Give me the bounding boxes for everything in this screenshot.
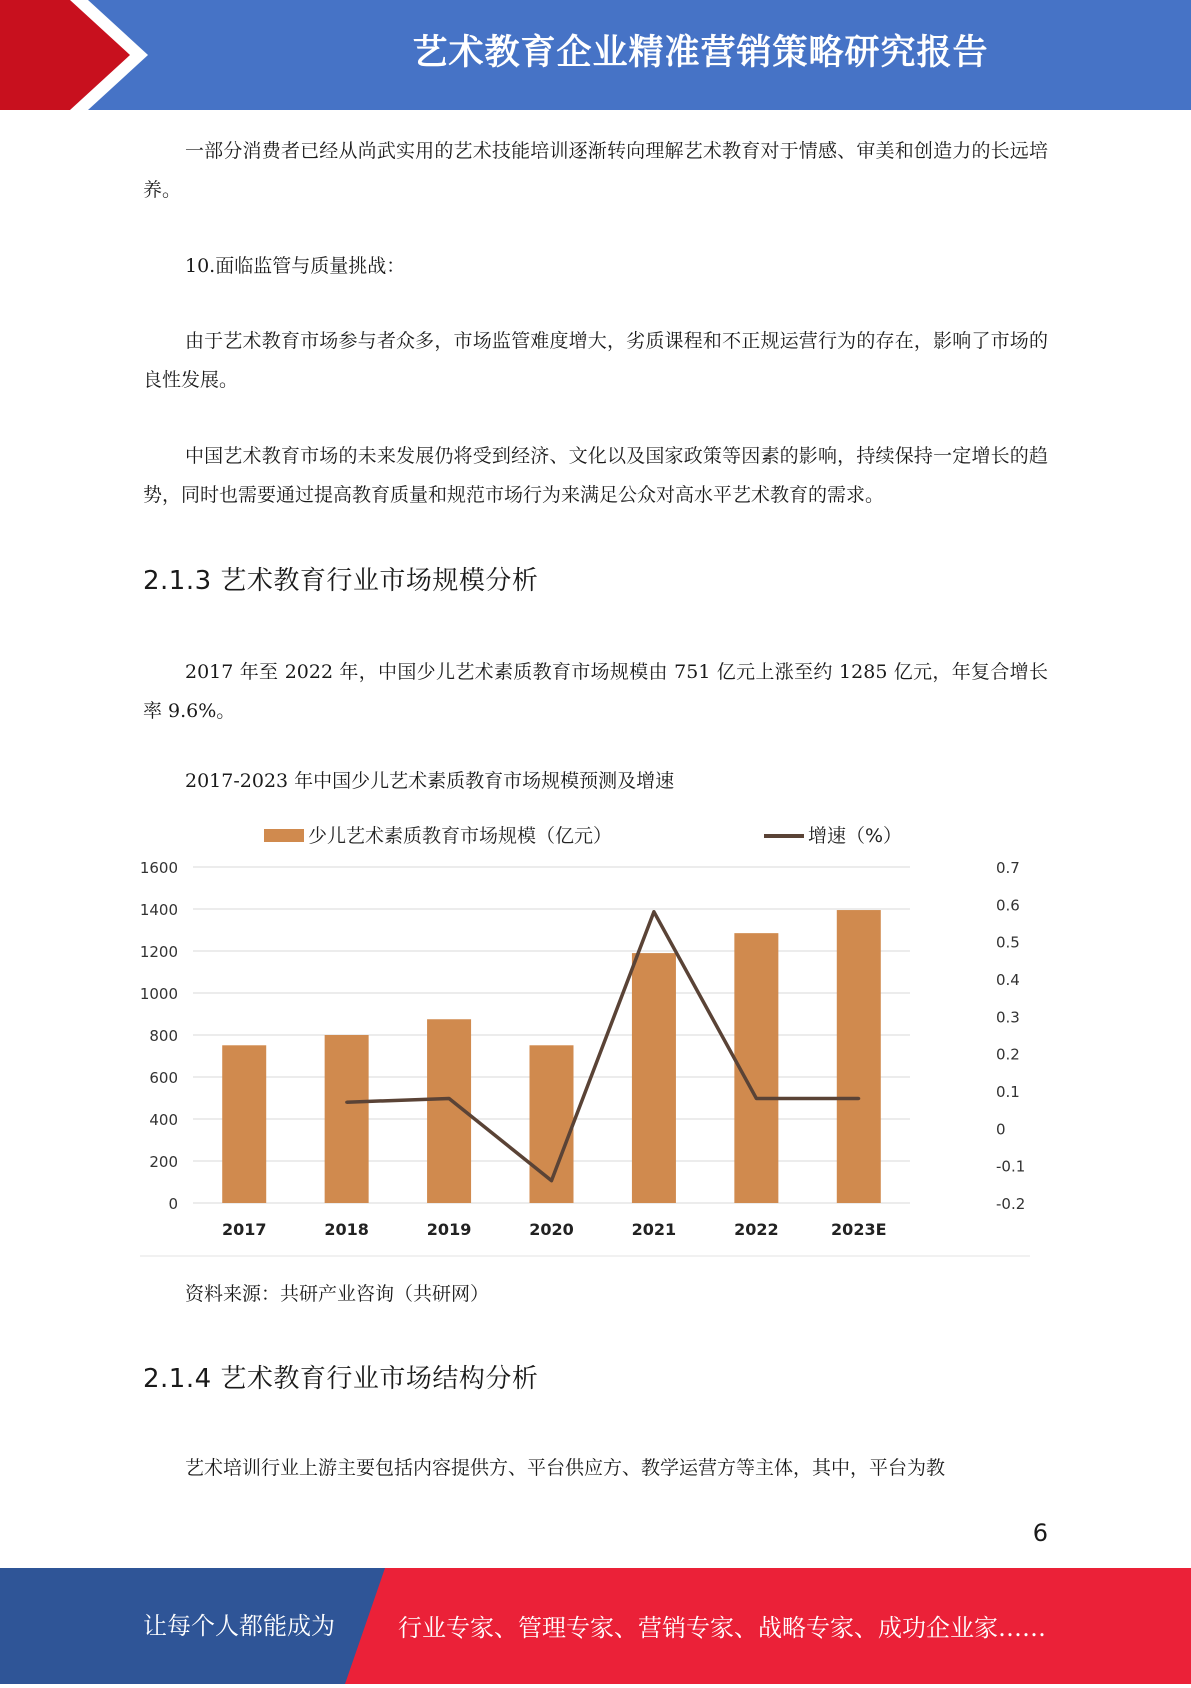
paragraph-market-structure: 艺术培训行业上游主要包括内容提供方、平台供应方、教学运营方等主体，其中，平台为教 bbox=[185, 1457, 946, 1479]
bar-2018 bbox=[325, 1035, 369, 1203]
bar-2023E bbox=[837, 910, 881, 1203]
report-title: 艺术教育企业精准营销策略研究报告 bbox=[412, 33, 989, 73]
chart-bars bbox=[222, 910, 881, 1203]
growth-point-2018 bbox=[345, 1101, 348, 1104]
section-heading-market-size: 2.1.3 艺术教育行业市场规模分析 bbox=[143, 566, 539, 596]
header-arrow-decoration bbox=[0, 0, 160, 110]
chart-x-axis bbox=[222, 1220, 887, 1239]
section-heading-market-structure: 2.1.4 艺术教育行业市场结构分析 bbox=[143, 1364, 539, 1394]
legend-label-bar: 少儿艺术素质教育市场规模（亿元） bbox=[308, 825, 613, 847]
legend-label-line: 增速（%） bbox=[808, 825, 903, 847]
y-right-tick-label: 0 bbox=[996, 1120, 1006, 1139]
growth-point-2022 bbox=[755, 1097, 758, 1100]
market-size-chart bbox=[140, 805, 1050, 1259]
chart-left-axis bbox=[140, 859, 178, 1213]
growth-point-2021 bbox=[652, 910, 655, 913]
y-left-tick-label: 800 bbox=[149, 1027, 178, 1045]
y-right-tick-label: 0.3 bbox=[996, 1008, 1020, 1027]
x-tick-label: 2022 bbox=[734, 1220, 779, 1239]
page-header bbox=[0, 0, 1191, 110]
chart-caption: 2017-2023 年中国少儿艺术素质教育市场规模预测及增速 bbox=[185, 770, 675, 792]
y-left-tick-label: 600 bbox=[149, 1069, 178, 1087]
footer-slogan-right: 行业专家、管理专家、营销专家、战略专家、成功企业家…… bbox=[398, 1614, 1046, 1642]
bar-2021 bbox=[632, 953, 676, 1203]
paragraph-regulation-title: 10.面临监管与质量挑战： bbox=[185, 255, 406, 277]
y-left-tick-label: 400 bbox=[149, 1111, 178, 1129]
y-right-tick-label: 0.2 bbox=[996, 1045, 1020, 1064]
legend-swatch-bar bbox=[264, 829, 304, 842]
x-tick-label: 2018 bbox=[324, 1220, 369, 1239]
x-tick-label: 2020 bbox=[529, 1220, 574, 1239]
bar-2017 bbox=[222, 1045, 266, 1203]
y-right-tick-label: 0.1 bbox=[996, 1083, 1020, 1101]
y-left-tick-label: 1200 bbox=[140, 943, 178, 961]
x-tick-label: 2021 bbox=[631, 1220, 677, 1239]
paragraph-future: 中国艺术教育市场的未来发展仍将受到经济、文化以及国家政策等因素的影响，持续保持一定增长的趋势，同时也需要通过提高教育质量和规范市场行为来满足公众对高水平艺术教育的需求。 bbox=[143, 445, 1048, 506]
page-number: 6 bbox=[1032, 1519, 1048, 1547]
growth-point-2019 bbox=[448, 1097, 451, 1100]
paragraph-consumer-shift: 一部分消费者已经从尚武实用的艺术技能培训逐渐转向理解艺术教育对于情感、审美和创造力的长远培养。 bbox=[143, 140, 1048, 201]
chart-source: 资料来源：共研产业咨询（共研网） bbox=[185, 1283, 490, 1305]
growth-point-2020 bbox=[550, 1179, 553, 1182]
paragraph-market-size: 2017 年至 2022 年，中国少儿艺术素质教育市场规模由 751 亿元上涨至约 1285 亿元，年复合增长率 9.6%。 bbox=[143, 661, 1048, 722]
x-tick-label: 2023E bbox=[831, 1220, 887, 1239]
paragraph-regulation: 由于艺术教育市场参与者众多，市场监管难度增大，劣质课程和不正规运营行为的存在，影响了市场的良性发展。 bbox=[143, 330, 1048, 391]
footer-slogan-left: 让每个人都能成为 bbox=[143, 1612, 335, 1640]
y-left-tick-label: 1000 bbox=[140, 985, 178, 1003]
y-right-tick-label: 0.6 bbox=[996, 896, 1020, 915]
x-tick-label: 2017 bbox=[221, 1220, 267, 1239]
y-right-tick-label: -0.1 bbox=[996, 1157, 1026, 1176]
y-right-tick-label: 0.4 bbox=[996, 971, 1020, 989]
y-left-tick-label: 1400 bbox=[140, 901, 178, 919]
y-left-tick-label: 200 bbox=[149, 1153, 178, 1171]
y-right-tick-label: -0.2 bbox=[996, 1195, 1026, 1213]
growth-line-series bbox=[347, 912, 859, 1181]
y-right-tick-label: 0.5 bbox=[996, 933, 1020, 952]
y-left-tick-label: 1600 bbox=[140, 859, 178, 877]
chart-right-axis bbox=[996, 859, 1025, 1213]
growth-point-2023E bbox=[857, 1097, 860, 1100]
chart-legend bbox=[264, 825, 902, 847]
x-tick-label: 2019 bbox=[426, 1220, 472, 1239]
y-left-tick-label: 0 bbox=[168, 1195, 178, 1213]
page-footer bbox=[0, 1568, 1191, 1684]
y-right-tick-label: 0.7 bbox=[996, 859, 1020, 877]
